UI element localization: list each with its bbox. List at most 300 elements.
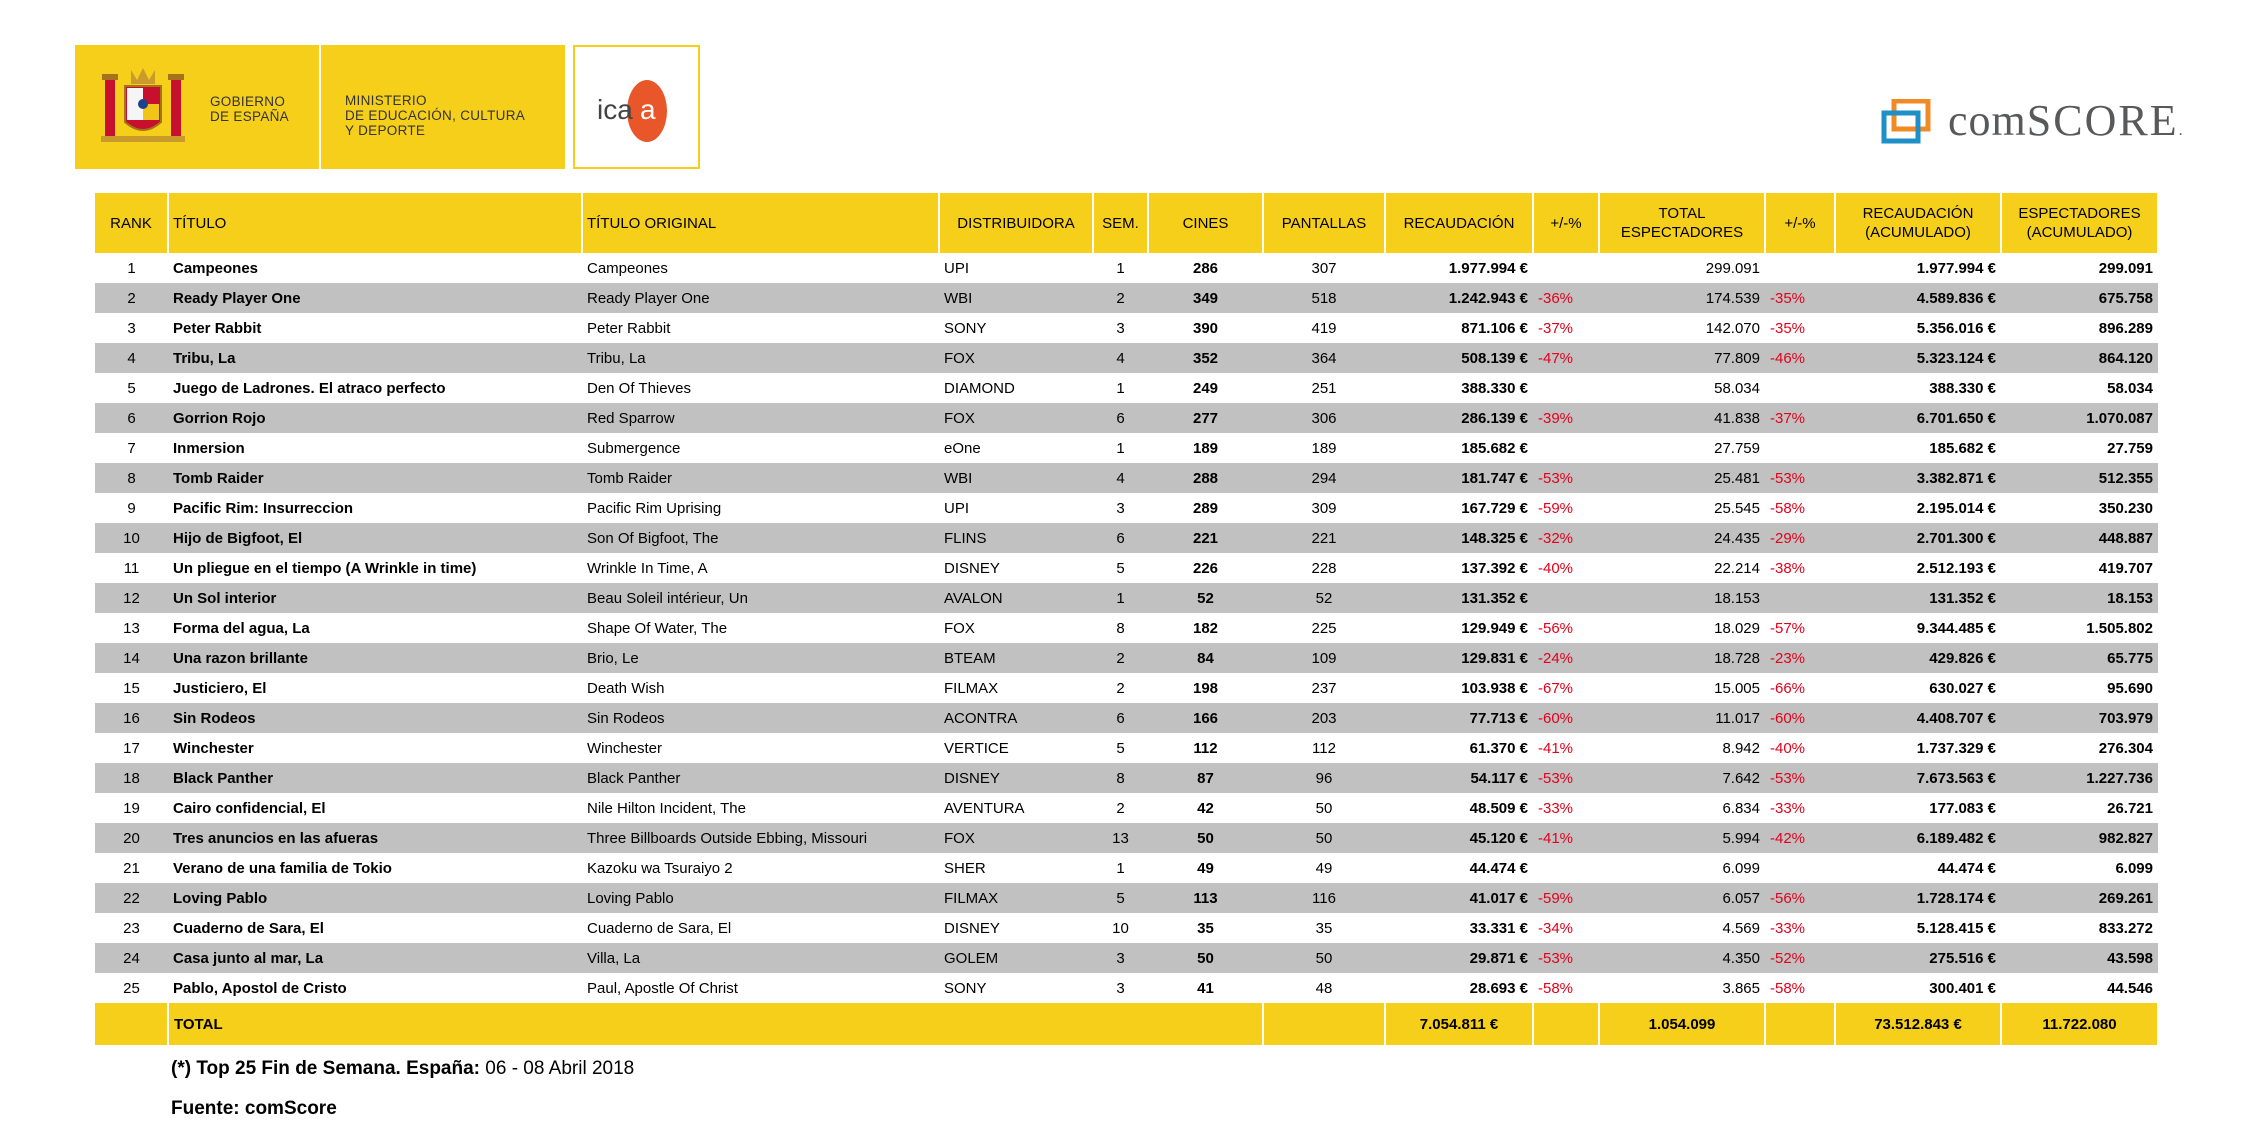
cell-cines: 41: [1197, 979, 1214, 997]
cell-recaudacion-acumulado: 6.701.650 €: [1835, 403, 2001, 433]
ministerio-logo: [321, 45, 565, 169]
cell-semana: 2: [1116, 679, 1125, 697]
header-distribuidora: DISTRIBUIDORA: [939, 193, 1093, 253]
total-recaudacion-acumulado: 73.512.843 €: [1835, 1003, 2001, 1045]
comscore-mark-icon: [1880, 99, 1936, 147]
cell-titulo: Loving Pablo: [168, 883, 582, 913]
cell-pantallas: 48: [1315, 979, 1333, 997]
cell-cines: 249: [1192, 379, 1219, 397]
cell-cines: 189: [1192, 439, 1219, 457]
cell-distribuidora: FILMAX: [944, 679, 999, 697]
table-total-row: [95, 1003, 2158, 1045]
cell-titulo-original: Ready Player One: [582, 283, 939, 313]
header-titulo: TÍTULO: [168, 193, 582, 253]
cell-distribuidora: DIAMOND: [944, 379, 1015, 397]
cell-recaudacion: 33.331 €: [1469, 919, 1528, 937]
cell-pantallas: 306: [1263, 403, 1385, 433]
cell-variacion-recaudacion: -60%: [1533, 703, 1599, 733]
cell-rank: 12: [95, 583, 168, 613]
cell-variacion-recaudacion: -59%: [1533, 883, 1599, 913]
cell-recaudacion-acumulado: 131.352 €: [1835, 583, 2001, 613]
header-cines: CINES: [1148, 193, 1263, 253]
table-row: [95, 793, 2158, 823]
cell-pantallas: 96: [1263, 763, 1385, 793]
cell-variacion-espectadores: [1765, 583, 1835, 613]
cell-titulo: Casa junto al mar, La: [168, 943, 582, 973]
cell-titulo: Cairo confidencial, El: [173, 799, 326, 817]
cell-distribuidora: SONY: [944, 319, 987, 337]
cell-recaudacion: 29.871 €: [1385, 943, 1533, 973]
cell-distribuidora: DISNEY: [944, 919, 1000, 937]
cell-distribuidora: UPI: [944, 499, 970, 517]
cell-variacion-recaudacion: -39%: [1533, 403, 1599, 433]
cell-cines: 49: [1197, 859, 1214, 877]
cell-semana: 3: [1093, 943, 1148, 973]
cell-pantallas: 189: [1311, 439, 1337, 457]
cell-pantallas: 237: [1311, 679, 1337, 697]
header-pantallas: PANTALLAS: [1263, 193, 1385, 253]
cell-titulo: Gorrion Rojo: [168, 403, 582, 433]
cell-variacion-recaudacion: -58%: [1538, 979, 1574, 997]
cell-espectadores-acumulado: 703.979: [2001, 703, 2158, 733]
total-empty-rank: [95, 1003, 168, 1045]
cell-espectadores: 77.809: [1599, 343, 1765, 373]
cell-rank: 24: [95, 943, 168, 973]
cell-semana: 1: [1116, 859, 1125, 877]
cell-recaudacion: 131.352 €: [1385, 583, 1533, 613]
cell-espectadores-acumulado: 44.546: [2107, 979, 2153, 997]
cell-distribuidora: DISNEY: [944, 559, 1000, 577]
header-total-espectadores-line-1: TOTAL: [1658, 205, 1706, 222]
cell-recaudacion: 508.139 €: [1385, 343, 1533, 373]
cell-espectadores: 22.214: [1714, 559, 1760, 577]
cell-titulo-original: Red Sparrow: [582, 403, 939, 433]
cell-espectadores: 6.099: [1722, 859, 1760, 877]
cell-distribuidora: FOX: [939, 823, 1093, 853]
cell-cines: 277: [1148, 403, 1263, 433]
cell-recaudacion: 61.370 €: [1469, 739, 1528, 757]
cell-espectadores: 7.642: [1599, 763, 1765, 793]
cell-recaudacion-acumulado: 429.826 €: [1835, 643, 2001, 673]
table-row: [95, 583, 2158, 613]
cell-recaudacion-acumulado: 2.512.193 €: [1916, 559, 1996, 577]
header-espectadores-acumulado-line-1: ESPECTADORES: [2018, 205, 2141, 222]
cell-pantallas: 419: [1311, 319, 1337, 337]
cell-cines: 221: [1148, 523, 1263, 553]
cell-variacion-recaudacion: -41%: [1538, 739, 1574, 757]
cell-espectadores-acumulado: 350.230: [2098, 499, 2153, 517]
cell-espectadores: 5.994: [1599, 823, 1765, 853]
cell-distribuidora: AVENTURA: [944, 799, 1025, 817]
cell-titulo: Juego de Ladrones. El atraco perfecto: [173, 379, 446, 397]
footnote: [171, 1058, 634, 1080]
table-row: [95, 403, 2158, 433]
table-row: [95, 913, 2158, 943]
cell-recaudacion: 871.106 €: [1461, 319, 1528, 337]
header-espectadores-acumulado: [2001, 193, 2158, 253]
cell-pantallas: 52: [1263, 583, 1385, 613]
cell-espectadores: 8.942: [1722, 739, 1760, 757]
cell-titulo: Inmersion: [173, 439, 245, 457]
header-logos: [75, 45, 698, 169]
cell-espectadores: 25.545: [1714, 499, 1760, 517]
ministerio-line-3: Y DEPORTE: [345, 123, 426, 138]
cell-espectadores: 3.865: [1722, 979, 1760, 997]
box-office-table: [95, 193, 2159, 1045]
cell-rank: 25: [123, 979, 140, 997]
cell-pantallas: 112: [1312, 739, 1336, 757]
cell-recaudacion: 167.729 €: [1461, 499, 1528, 517]
cell-cines: 289: [1192, 499, 1219, 517]
header-recaudacion-acumulado-line-1: RECAUDACIÓN: [1862, 205, 1974, 222]
cell-espectadores-acumulado: 448.887: [2001, 523, 2158, 553]
table-row: [95, 973, 2158, 1003]
cell-rank: 16: [95, 703, 168, 733]
cell-espectadores: 18.029: [1714, 619, 1760, 637]
cell-variacion-recaudacion: -41%: [1533, 823, 1599, 853]
cell-recaudacion: 48.509 €: [1469, 799, 1528, 817]
cell-titulo-original: Sin Rodeos: [582, 703, 939, 733]
cell-semana: 8: [1093, 763, 1148, 793]
cell-titulo-original: Villa, La: [582, 943, 939, 973]
cell-rank: 17: [123, 739, 140, 757]
table-row: [95, 823, 2158, 853]
cell-variacion-recaudacion: -56%: [1538, 619, 1574, 637]
cell-rank: 15: [123, 679, 140, 697]
table-row: [95, 463, 2158, 493]
cell-rank: 1: [127, 259, 136, 277]
header-recaudacion-acumulado-line-2: (ACUMULADO): [1865, 224, 1971, 241]
cell-variacion-recaudacion: -40%: [1538, 559, 1574, 577]
cell-espectadores: 41.838: [1599, 403, 1765, 433]
cell-recaudacion: 45.120 €: [1385, 823, 1533, 853]
cell-variacion-espectadores: -56%: [1765, 883, 1835, 913]
cell-semana: 2: [1093, 283, 1148, 313]
source-note: Fuente: comScore: [171, 1098, 337, 1119]
cell-variacion-recaudacion: -53%: [1533, 463, 1599, 493]
cell-variacion-espectadores: -23%: [1765, 643, 1835, 673]
cell-recaudacion: 181.747 €: [1385, 463, 1533, 493]
cell-semana: 1: [1116, 259, 1125, 277]
table-row: [95, 433, 2158, 463]
cell-recaudacion: 185.682 €: [1461, 439, 1528, 457]
cell-espectadores-acumulado: 1.070.087: [2001, 403, 2158, 433]
cell-cines: 390: [1192, 319, 1219, 337]
cell-distribuidora: UPI: [944, 259, 970, 277]
cell-cines: 288: [1148, 463, 1263, 493]
cell-recaudacion: 129.949 €: [1461, 619, 1528, 637]
cell-titulo-original: Nile Hilton Incident, The: [587, 799, 746, 817]
cell-recaudacion: 44.474 €: [1469, 859, 1528, 877]
cell-semana: 5: [1093, 883, 1148, 913]
cell-rank: 11: [123, 559, 140, 577]
cell-variacion-espectadores: [1765, 853, 1835, 883]
cell-titulo-original: Brio, Le: [582, 643, 939, 673]
cell-variacion-recaudacion: [1533, 433, 1599, 463]
cell-recaudacion-acumulado: 5.356.016 €: [1916, 319, 1996, 337]
cell-rank: 21: [123, 859, 140, 877]
cell-titulo-original: Son Of Bigfoot, The: [582, 523, 939, 553]
cell-recaudacion-acumulado: 2.701.300 €: [1835, 523, 2001, 553]
table-row: [95, 253, 2158, 283]
cell-variacion-recaudacion: -53%: [1533, 763, 1599, 793]
cell-rank: 10: [95, 523, 168, 553]
header-total-espectadores: [1599, 193, 1765, 253]
cell-recaudacion-acumulado: 185.682 €: [1929, 439, 1996, 457]
cell-variacion-espectadores: -29%: [1765, 523, 1835, 553]
cell-variacion-recaudacion: -53%: [1533, 943, 1599, 973]
cell-rank: 23: [123, 919, 140, 937]
cell-espectadores-acumulado: 6.099: [2115, 859, 2153, 877]
cell-titulo-original: Shape Of Water, The: [587, 619, 728, 637]
cell-distribuidora: DISNEY: [939, 763, 1093, 793]
cell-recaudacion: 286.139 €: [1385, 403, 1533, 433]
table-row: [95, 883, 2158, 913]
cell-variacion-espectadores: -35%: [1770, 319, 1806, 337]
cell-titulo: Justiciero, El: [173, 679, 267, 697]
cell-recaudacion-acumulado: 300.401 €: [1929, 979, 1996, 997]
cell-distribuidora: VERTICE: [944, 739, 1009, 757]
cell-titulo-original: Tomb Raider: [582, 463, 939, 493]
coat-of-arms-icon: [97, 60, 189, 154]
cell-cines: 112: [1193, 739, 1218, 757]
table-row: [95, 613, 2158, 643]
table-row: [95, 493, 2158, 523]
cell-pantallas: 294: [1263, 463, 1385, 493]
cell-titulo: Una razon brillante: [168, 643, 582, 673]
cell-titulo: Ready Player One: [168, 283, 582, 313]
cell-titulo-original: Beau Soleil intérieur, Un: [582, 583, 939, 613]
table-row: [95, 703, 2158, 733]
cell-titulo-original: Kazoku wa Tsuraiyo 2: [587, 859, 733, 877]
gobierno-text: [210, 94, 289, 124]
cell-espectadores: 58.034: [1714, 379, 1760, 397]
cell-distribuidora: WBI: [939, 283, 1093, 313]
cell-semana: 3: [1116, 319, 1125, 337]
cell-semana: 2: [1116, 799, 1125, 817]
table-header-row: [95, 193, 2158, 253]
cell-variacion-espectadores: -53%: [1765, 463, 1835, 493]
cell-variacion-recaudacion: [1533, 373, 1599, 403]
cell-titulo: Campeones: [173, 259, 259, 277]
cell-rank: 2: [95, 283, 168, 313]
cell-rank: 18: [95, 763, 168, 793]
cell-titulo-original: Den Of Thieves: [587, 379, 691, 397]
cell-recaudacion: 41.017 €: [1385, 883, 1533, 913]
cell-titulo: Sin Rodeos: [168, 703, 582, 733]
cell-semana: 6: [1093, 703, 1148, 733]
cell-recaudacion: 54.117 €: [1385, 763, 1533, 793]
cell-rank: 22: [95, 883, 168, 913]
cell-titulo-original: Death Wish: [587, 679, 665, 697]
cell-pantallas: 225: [1311, 619, 1337, 637]
cell-distribuidora: SHER: [944, 859, 986, 877]
cell-rank: 19: [123, 799, 140, 817]
cell-titulo: Tres anuncios en las afueras: [168, 823, 582, 853]
cell-espectadores-acumulado: 1.227.736: [2001, 763, 2158, 793]
cell-semana: 3: [1116, 979, 1125, 997]
cell-titulo-original: Winchester: [587, 739, 663, 757]
svg-text:a: a: [640, 94, 656, 125]
table-row: [95, 373, 2158, 403]
cell-titulo: Winchester: [173, 739, 254, 757]
cell-recaudacion: 103.938 €: [1461, 679, 1528, 697]
cell-distribuidora: AVALON: [939, 583, 1093, 613]
cell-espectadores: 25.481: [1599, 463, 1765, 493]
cell-variacion-espectadores: [1765, 253, 1835, 283]
cell-distribuidora: eOne: [944, 439, 981, 457]
cell-espectadores-acumulado: 864.120: [2001, 343, 2158, 373]
header-rank: RANK: [95, 193, 168, 253]
cell-variacion-recaudacion: -24%: [1533, 643, 1599, 673]
cell-cines: 50: [1148, 943, 1263, 973]
cell-cines: 286: [1192, 259, 1219, 277]
cell-variacion-recaudacion: -59%: [1538, 499, 1574, 517]
table-row: [95, 943, 2158, 973]
table-row: [95, 553, 2158, 583]
total-empty-var2: [1765, 1003, 1835, 1045]
cell-cines: 42: [1197, 799, 1214, 817]
icaa-logo-icon: [593, 69, 679, 149]
cell-variacion-espectadores: -58%: [1770, 979, 1806, 997]
header-recaudacion: RECAUDACIÓN: [1385, 193, 1533, 253]
cell-variacion-espectadores: -66%: [1770, 679, 1806, 697]
cell-semana: 5: [1116, 559, 1125, 577]
cell-distribuidora: WBI: [939, 463, 1093, 493]
cell-rank: 13: [123, 619, 140, 637]
cell-espectadores: 27.759: [1714, 439, 1760, 457]
cell-recaudacion: 148.325 €: [1385, 523, 1533, 553]
gobierno-line-2: DE ESPAÑA: [210, 109, 289, 124]
gobierno-de-espana-logo: [75, 45, 319, 169]
cell-pantallas: 50: [1263, 943, 1385, 973]
cell-recaudacion-acumulado: 2.195.014 €: [1916, 499, 1996, 517]
cell-semana: 10: [1112, 919, 1129, 937]
cell-recaudacion: 137.392 €: [1461, 559, 1528, 577]
cell-pantallas: 203: [1263, 703, 1385, 733]
cell-cines: 226: [1192, 559, 1219, 577]
total-espectadores: 1.054.099: [1599, 1003, 1765, 1045]
cell-recaudacion-acumulado: 44.474 €: [1937, 859, 1996, 877]
cell-variacion-espectadores: -33%: [1770, 919, 1806, 937]
cell-distribuidora: FOX: [939, 343, 1093, 373]
cell-variacion-recaudacion: [1533, 253, 1599, 283]
table-row: [95, 643, 2158, 673]
cell-espectadores-acumulado: 896.289: [2098, 319, 2153, 337]
cell-recaudacion-acumulado: 3.382.871 €: [1835, 463, 2001, 493]
cell-titulo: Un pliegue en el tiempo (A Wrinkle in time): [173, 559, 477, 577]
cell-cines: 198: [1192, 679, 1219, 697]
cell-recaudacion: 1.242.943 €: [1385, 283, 1533, 313]
cell-pantallas: 116: [1263, 883, 1385, 913]
cell-titulo: Forma del agua, La: [173, 619, 310, 637]
cell-cines: 52: [1148, 583, 1263, 613]
cell-variacion-recaudacion: -33%: [1538, 799, 1574, 817]
footnote-dates: 06 - 08 Abril 2018: [480, 1058, 635, 1079]
cell-variacion-recaudacion: -34%: [1538, 919, 1574, 937]
cell-recaudacion-acumulado: 388.330 €: [1929, 379, 1996, 397]
cell-variacion-recaudacion: -47%: [1533, 343, 1599, 373]
cell-espectadores-acumulado: 95.690: [2107, 679, 2153, 697]
cell-distribuidora: GOLEM: [939, 943, 1093, 973]
total-label: TOTAL: [168, 1003, 1263, 1045]
cell-distribuidora: FLINS: [939, 523, 1093, 553]
cell-espectadores-acumulado: 58.034: [2107, 379, 2153, 397]
cell-semana: 5: [1116, 739, 1125, 757]
cell-semana: 2: [1093, 643, 1148, 673]
cell-rank: 4: [95, 343, 168, 373]
cell-titulo-original: Tribu, La: [582, 343, 939, 373]
cell-pantallas: 49: [1315, 859, 1333, 877]
cell-cines: 50: [1148, 823, 1263, 853]
icaa-logo: [573, 45, 700, 169]
cell-rank: 3: [127, 319, 136, 337]
cell-distribuidora: SONY: [944, 979, 987, 997]
cell-distribuidora: FOX: [944, 619, 975, 637]
cell-titulo: Verano de una familia de Tokio: [173, 859, 392, 877]
cell-espectadores-acumulado: 675.758: [2001, 283, 2158, 313]
cell-pantallas: 109: [1263, 643, 1385, 673]
table-row: [95, 733, 2158, 763]
cell-recaudacion: 77.713 €: [1385, 703, 1533, 733]
cell-espectadores: 142.070: [1705, 319, 1760, 337]
cell-semana: 4: [1093, 343, 1148, 373]
cell-pantallas: 251: [1311, 379, 1337, 397]
cell-pantallas: 364: [1263, 343, 1385, 373]
cell-semana: 6: [1093, 523, 1148, 553]
comscore-logo: [1880, 95, 2184, 145]
cell-espectadores-acumulado: 269.261: [2001, 883, 2158, 913]
cell-espectadores: 4.350: [1599, 943, 1765, 973]
cell-rank: 5: [127, 379, 136, 397]
cell-distribuidora: FOX: [939, 403, 1093, 433]
cell-variacion-espectadores: -52%: [1765, 943, 1835, 973]
table-row: [95, 763, 2158, 793]
cell-cines: 349: [1148, 283, 1263, 313]
cell-pantallas: 50: [1315, 799, 1333, 817]
cell-variacion-espectadores: -46%: [1765, 343, 1835, 373]
cell-espectadores-acumulado: 26.721: [2107, 799, 2153, 817]
cell-distribuidora: FILMAX: [939, 883, 1093, 913]
cell-espectadores-acumulado: 299.091: [2098, 259, 2153, 277]
cell-titulo: Peter Rabbit: [173, 319, 262, 337]
cell-variacion-recaudacion: -67%: [1538, 679, 1574, 697]
table-row: [95, 853, 2158, 883]
cell-pantallas: 221: [1263, 523, 1385, 553]
cell-titulo: Tomb Raider: [168, 463, 582, 493]
cell-recaudacion-acumulado: 5.323.124 €: [1835, 343, 2001, 373]
cell-variacion-espectadores: -35%: [1765, 283, 1835, 313]
cell-semana: 8: [1116, 619, 1125, 637]
cell-rank: 8: [95, 463, 168, 493]
header-titulo-original: TÍTULO ORIGINAL: [582, 193, 939, 253]
header-semana: SEM.: [1093, 193, 1148, 253]
cell-espectadores: 299.091: [1705, 259, 1760, 277]
cell-recaudacion-acumulado: 4.589.836 €: [1835, 283, 2001, 313]
cell-semana: 13: [1093, 823, 1148, 853]
cell-cines: 87: [1148, 763, 1263, 793]
cell-recaudacion-acumulado: 4.408.707 €: [1835, 703, 2001, 733]
cell-recaudacion-acumulado: 1.728.174 €: [1835, 883, 2001, 913]
cell-recaudacion-acumulado: 1.977.994 €: [1916, 259, 1996, 277]
cell-variacion-espectadores: -42%: [1765, 823, 1835, 853]
total-empty-var1: [1533, 1003, 1599, 1045]
cell-espectadores-acumulado: 419.707: [2098, 559, 2153, 577]
cell-semana: 4: [1093, 463, 1148, 493]
cell-pantallas: 518: [1263, 283, 1385, 313]
cell-variacion-espectadores: -57%: [1770, 619, 1806, 637]
header-total-espectadores-line-2: ESPECTADORES: [1620, 224, 1744, 241]
